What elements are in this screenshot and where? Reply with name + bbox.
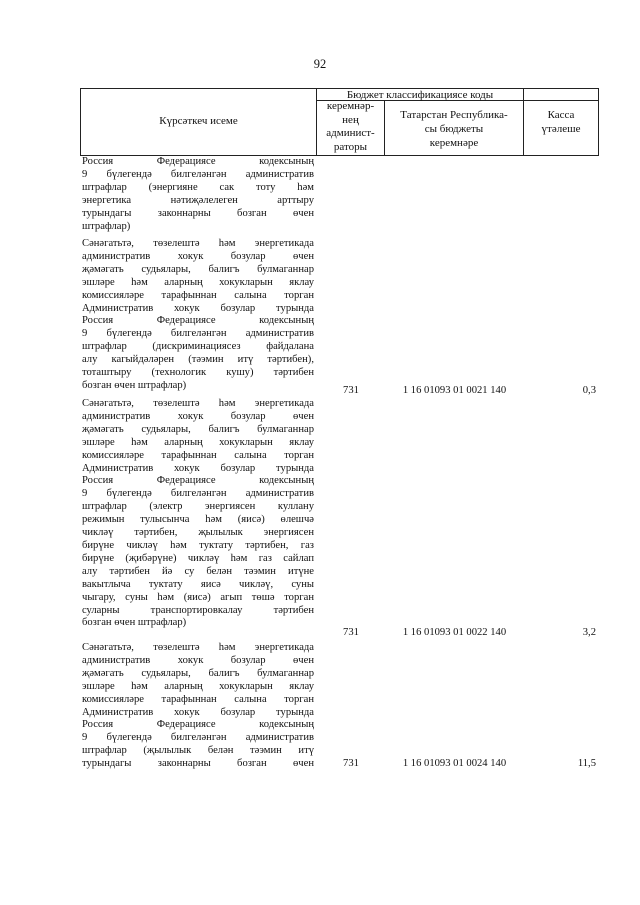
header-cash-execution-line: Касса: [547, 109, 575, 121]
table-row-description: [82, 156, 314, 233]
description-line: җәмәгать судьялары, балигъ булмаганнар: [82, 667, 314, 679]
description-line: бирүне чикләү һәм туктату тәртибен, газ: [82, 539, 314, 551]
description-line: Россия Федерациясе кодексының: [82, 475, 314, 487]
budget-code: 1 16 01093 01 0022 140: [402, 627, 507, 638]
description-line: 9 бүлегендә билгеләнгән административ: [82, 488, 314, 500]
description-line: бирүне (җибәрүне) чикләү һәм газ сайлап: [82, 552, 314, 564]
header-cash-execution-line: үтәлеше: [541, 123, 581, 135]
administrator-code: 731: [343, 758, 359, 769]
description-line: җәмәгать судьялары, балигъ булмаганнар: [82, 263, 314, 275]
table-row-description: [82, 238, 314, 393]
header-tatarstan-budget-line: сы бюджеты: [424, 123, 484, 135]
description-line: штрафлар (дискриминациясез файдалана: [82, 341, 314, 353]
description-line: бозган өчен штрафлар): [82, 379, 187, 391]
description-line: комиссияләре тарафыннан салына торган: [82, 449, 314, 461]
description-line: чыгару, суны һәм (яисә) агып төшә торган: [82, 591, 314, 603]
description-line: Россия Федерациясе кодексының: [82, 315, 314, 327]
administrator-code: 731: [343, 627, 359, 638]
description-line: тоташтыру (технологик кушу) тәртибен: [82, 367, 314, 379]
description-line: Административ хокук бозулар турында: [82, 302, 314, 314]
description-line: алу тәртибен йә су белән тәэмин итүне: [82, 565, 314, 577]
header-budget-codes-group: Бюджет классификациясе коды: [346, 89, 494, 101]
header-indicator-name: Күрсәткеч исеме: [159, 115, 238, 127]
description-line: штрафлар (җылылык белән тәэмин итү: [82, 745, 314, 757]
description-line: Сәнәгатьтә, төзелештә һәм энергетикада: [82, 238, 314, 249]
description-line: административ хокук бозулар өчен: [82, 654, 314, 666]
description-line: эшләре һәм аларның хокукларын яклау: [82, 436, 314, 448]
description-line: суларны транспортировкалау тәртибен: [82, 604, 314, 616]
header-tatarstan-budget: [385, 108, 523, 150]
description-line: эшләре һәм аларның хокукларын яклау: [82, 276, 314, 288]
description-line: Административ хокук бозулар турында: [82, 462, 314, 474]
description-line: турындагы законнарны бозган өчен: [82, 207, 314, 219]
description-line: комиссияләре тарафыннан салына торган: [82, 693, 314, 705]
cash-execution-value: 0,3: [582, 385, 596, 396]
description-line: Россия Федерациясе кодексының: [82, 156, 314, 167]
description-line: режимын тулысынча һәм (яисә) өлешчә: [82, 514, 314, 526]
administrator-code: 731: [343, 385, 359, 396]
description-line: штрафлар (электр энергиясен куллану: [82, 501, 314, 513]
description-line: штрафлар (энергияне сак тоту һәм: [82, 181, 314, 193]
description-line: 9 бүлегендә билгеләнгән административ: [82, 168, 314, 180]
header-cash-execution: [524, 108, 598, 136]
cash-execution-value: 11,5: [577, 758, 596, 769]
header-administrator-line: нең: [342, 113, 359, 126]
header-administrator-line: админист-: [326, 127, 375, 139]
description-line: Сәнәгатьтә, төзелештә һәм энергетикада: [82, 642, 314, 653]
table-row-description: [82, 642, 314, 771]
description-line: Сәнәгатьтә, төзелештә һәм энергетикада: [82, 398, 314, 409]
description-line: эшләре һәм аларның хокукларын яклау: [82, 680, 314, 692]
header-administrator: [317, 100, 384, 154]
description-line: 9 бүлегендә билгеләнгән административ: [82, 732, 314, 744]
description-line: административ хокук бозулар өчен: [82, 410, 314, 422]
budget-code: 1 16 01093 01 0024 140: [402, 758, 507, 769]
description-line: вакытлыча туктату яисә чикләү, суны: [82, 578, 314, 590]
header-right-border: [598, 88, 599, 156]
description-line: бозган өчен штрафлар): [82, 617, 187, 629]
description-line: алу кагыйдәләрен (тәэмин итү тәртибен),: [82, 354, 314, 366]
description-line: турындагы законнарны бозган өчен: [82, 758, 314, 770]
description-line: комиссияләре тарафыннан салына торган: [82, 289, 314, 301]
description-line: энергетика нәтиҗәлелеген арттыру: [82, 194, 314, 206]
header-administrator-line: керемнәр-: [326, 100, 375, 112]
header-tatarstan-budget-line: керемнәре: [429, 137, 479, 149]
cash-execution-value: 3,2: [582, 627, 596, 638]
description-line: 9 бүлегендә билгеләнгән административ: [82, 328, 314, 340]
description-line: Россия Федерациясе кодексының: [82, 719, 314, 731]
header-administrator-line: раторы: [333, 140, 368, 153]
page-number: 92: [313, 57, 327, 71]
description-line: чикләү тәртибен, җылылык энергиясен: [82, 527, 314, 539]
description-line: җәмәгать судьялары, балигъ булмаганнар: [82, 423, 314, 435]
budget-code: 1 16 01093 01 0021 140: [402, 385, 507, 396]
description-line: административ хокук бозулар өчен: [82, 250, 314, 262]
table-row-description: [82, 398, 314, 630]
description-line: штрафлар): [82, 220, 131, 232]
header-tatarstan-budget-line: Татарстан Республика-: [400, 109, 508, 121]
description-line: Административ хокук бозулар турында: [82, 706, 314, 718]
